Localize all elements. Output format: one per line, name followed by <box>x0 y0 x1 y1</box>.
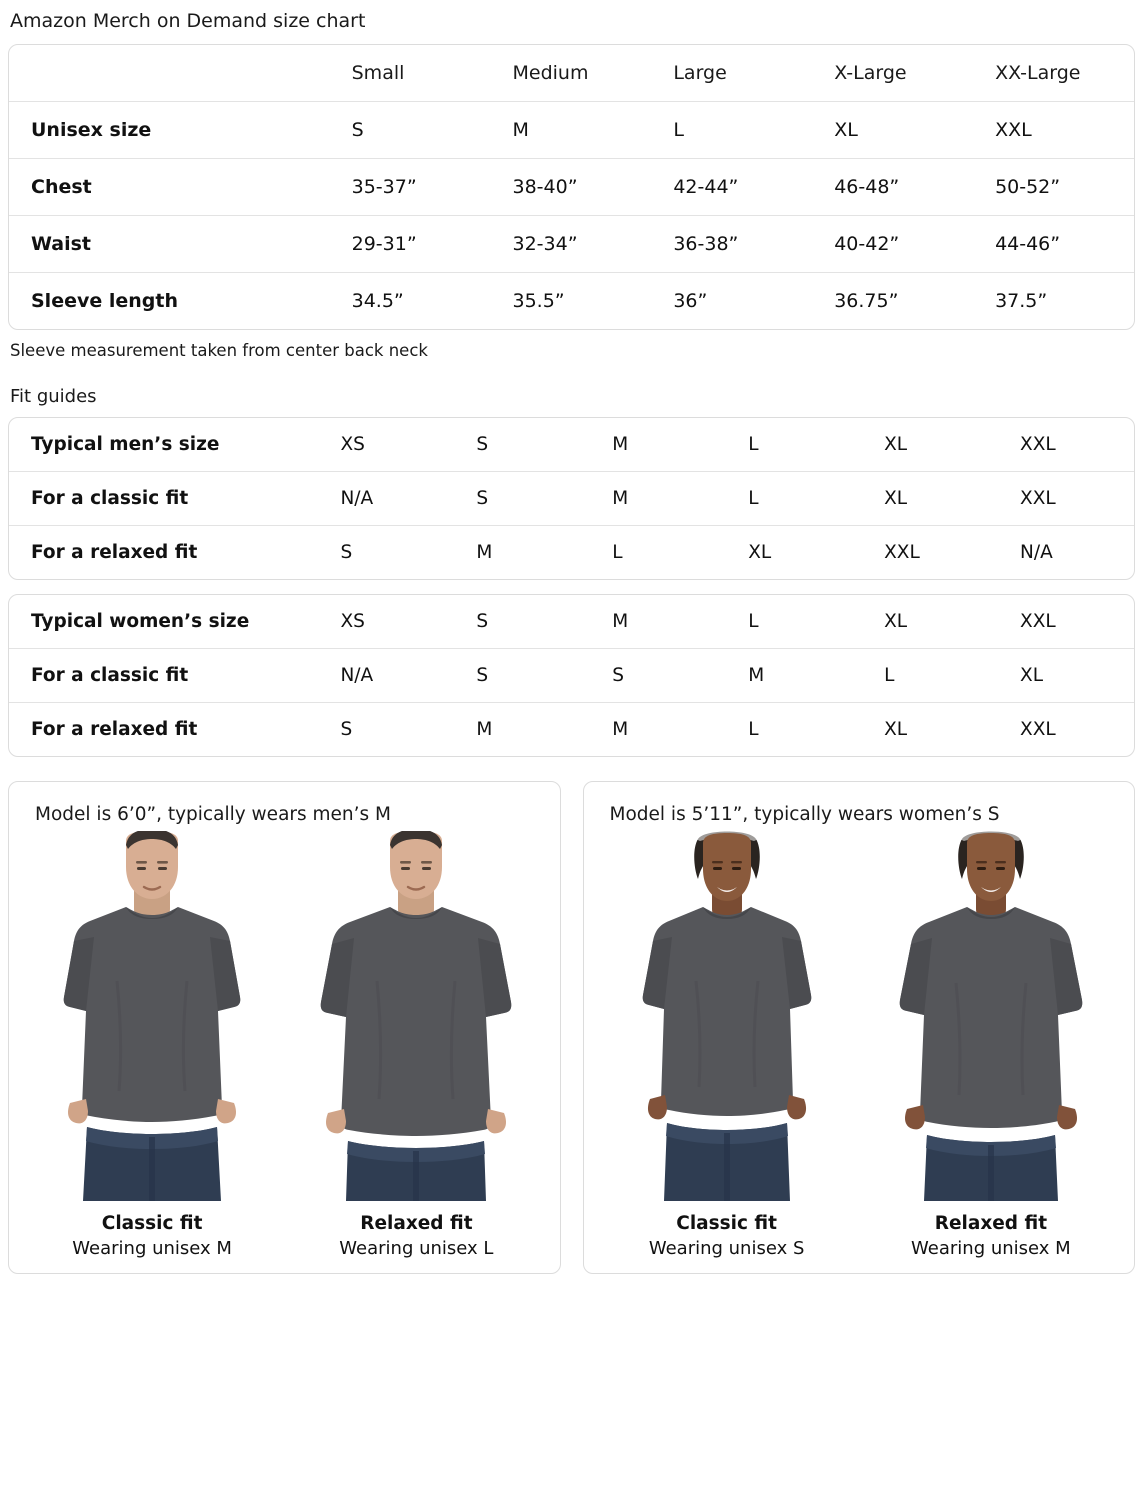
cell: S <box>590 649 726 703</box>
row-label: For a classic fit <box>9 649 318 703</box>
cell: S <box>454 649 590 703</box>
table-row <box>9 159 1134 216</box>
female-model-relaxed-photo <box>862 831 1120 1201</box>
model-cards <box>8 781 1135 1274</box>
cell: XL <box>998 649 1134 703</box>
row-label: Typical men’s size <box>9 418 318 472</box>
cell: XS <box>318 595 454 649</box>
female-model-classic-photo <box>598 831 856 1201</box>
cell: S <box>330 102 491 159</box>
cell: 46-48” <box>812 159 973 216</box>
cell: XXL <box>973 102 1134 159</box>
cell: M <box>726 649 862 703</box>
cell: 44-46” <box>973 216 1134 273</box>
cell: XL <box>862 472 998 526</box>
wearing-label: Wearing unisex L <box>339 1238 494 1259</box>
cell: XL <box>862 595 998 649</box>
cell: 36.75” <box>834 290 899 312</box>
cell: L <box>748 719 759 740</box>
mens-fit-guide-card <box>8 417 1135 580</box>
cell: 35.5” <box>512 290 565 312</box>
fit-label: Relaxed fit <box>360 1213 473 1234</box>
mens-model-card <box>8 781 561 1274</box>
table-row <box>9 703 1134 757</box>
cell: XL <box>884 719 908 740</box>
size-chart-card <box>8 44 1135 330</box>
womens-fit-guide-card <box>8 594 1135 757</box>
fit-label: Classic fit <box>101 1213 203 1234</box>
cell: S <box>454 418 590 472</box>
womens-fit-guide-table <box>9 595 1134 756</box>
fit-label: Relaxed fit <box>934 1213 1048 1234</box>
model-figure-relaxed <box>862 831 1120 1259</box>
cell: M <box>490 102 651 159</box>
column-header: X-Large <box>812 45 973 102</box>
cell: 37.5” <box>995 290 1048 312</box>
model-figure-classic <box>23 831 281 1259</box>
row-label: Chest <box>9 159 330 216</box>
row-label: For a relaxed fit <box>31 719 198 740</box>
wearing-label: Wearing unisex S <box>648 1238 805 1259</box>
cell: L <box>651 102 812 159</box>
fit-guides-label: Fit guides <box>10 386 97 407</box>
page-title: Amazon Merch on Demand size chart <box>10 10 366 32</box>
cell: S <box>454 472 590 526</box>
row-label: Unisex size <box>9 102 330 159</box>
cell: M <box>590 418 726 472</box>
cell: N/A <box>318 472 454 526</box>
fit-label: Classic fit <box>676 1213 777 1234</box>
cell: L <box>862 649 998 703</box>
cell: 32-34” <box>490 216 651 273</box>
row-label: Sleeve length <box>31 290 178 312</box>
row-label: Typical women’s size <box>9 595 318 649</box>
column-header: XX-Large <box>973 45 1134 102</box>
model-caption: Model is 5’11”, typically wears women’s S <box>609 804 1000 825</box>
cell: XXL <box>998 472 1134 526</box>
table-row <box>9 649 1134 703</box>
model-figure-classic <box>598 831 856 1259</box>
cell: N/A <box>318 649 454 703</box>
row-label: Waist <box>9 216 330 273</box>
sleeve-measurement-note: Sleeve measurement taken from center back neck <box>10 341 428 360</box>
cell: L <box>726 472 862 526</box>
cell: 36” <box>673 290 708 312</box>
table-row <box>9 472 1134 526</box>
row-label: For a relaxed fit <box>31 542 198 563</box>
cell: M <box>590 595 726 649</box>
cell: L <box>726 418 862 472</box>
cell: M <box>590 472 726 526</box>
cell: 42-44” <box>651 159 812 216</box>
cell: 29-31” <box>330 216 491 273</box>
column-header: Medium <box>490 45 651 102</box>
cell: XL <box>748 542 772 563</box>
table-row <box>9 273 1134 330</box>
cell: XS <box>318 418 454 472</box>
cell: N/A <box>1020 542 1053 563</box>
cell: 36-38” <box>651 216 812 273</box>
cell: 34.5” <box>351 290 404 312</box>
model-caption: Model is 6’0”, typically wears men’s M <box>35 804 392 825</box>
mens-fit-guide-table <box>9 418 1134 579</box>
cell: XL <box>812 102 973 159</box>
cell: XXL <box>998 418 1134 472</box>
cell: XL <box>862 418 998 472</box>
model-figure-relaxed <box>287 831 545 1259</box>
cell: XXL <box>884 542 920 563</box>
cell: 35-37” <box>330 159 491 216</box>
male-model-relaxed-photo <box>287 831 545 1201</box>
cell: 38-40” <box>490 159 651 216</box>
cell: 50-52” <box>973 159 1134 216</box>
table-row <box>9 216 1134 273</box>
male-model-classic-photo <box>23 831 281 1201</box>
column-header <box>9 45 330 102</box>
cell: XXL <box>998 595 1134 649</box>
size-chart-table <box>9 45 1134 329</box>
wearing-label: Wearing unisex M <box>72 1238 232 1259</box>
wearing-label: Wearing unisex M <box>911 1238 1071 1259</box>
column-header: Small <box>330 45 491 102</box>
column-header: Large <box>651 45 812 102</box>
cell: S <box>454 595 590 649</box>
cell: S <box>340 719 353 740</box>
table-row <box>9 595 1134 649</box>
cell: L <box>726 595 862 649</box>
table-row <box>9 102 1134 159</box>
womens-model-card <box>583 781 1136 1274</box>
table-row <box>9 418 1134 472</box>
cell: 40-42” <box>812 216 973 273</box>
row-label: For a classic fit <box>9 472 318 526</box>
cell: XXL <box>1020 719 1056 740</box>
table-header-row <box>9 45 1134 102</box>
cell: S <box>340 542 353 563</box>
cell: M <box>476 542 493 563</box>
cell: L <box>612 542 623 563</box>
cell: M <box>476 719 493 740</box>
table-row <box>9 526 1134 580</box>
cell: M <box>612 719 629 740</box>
